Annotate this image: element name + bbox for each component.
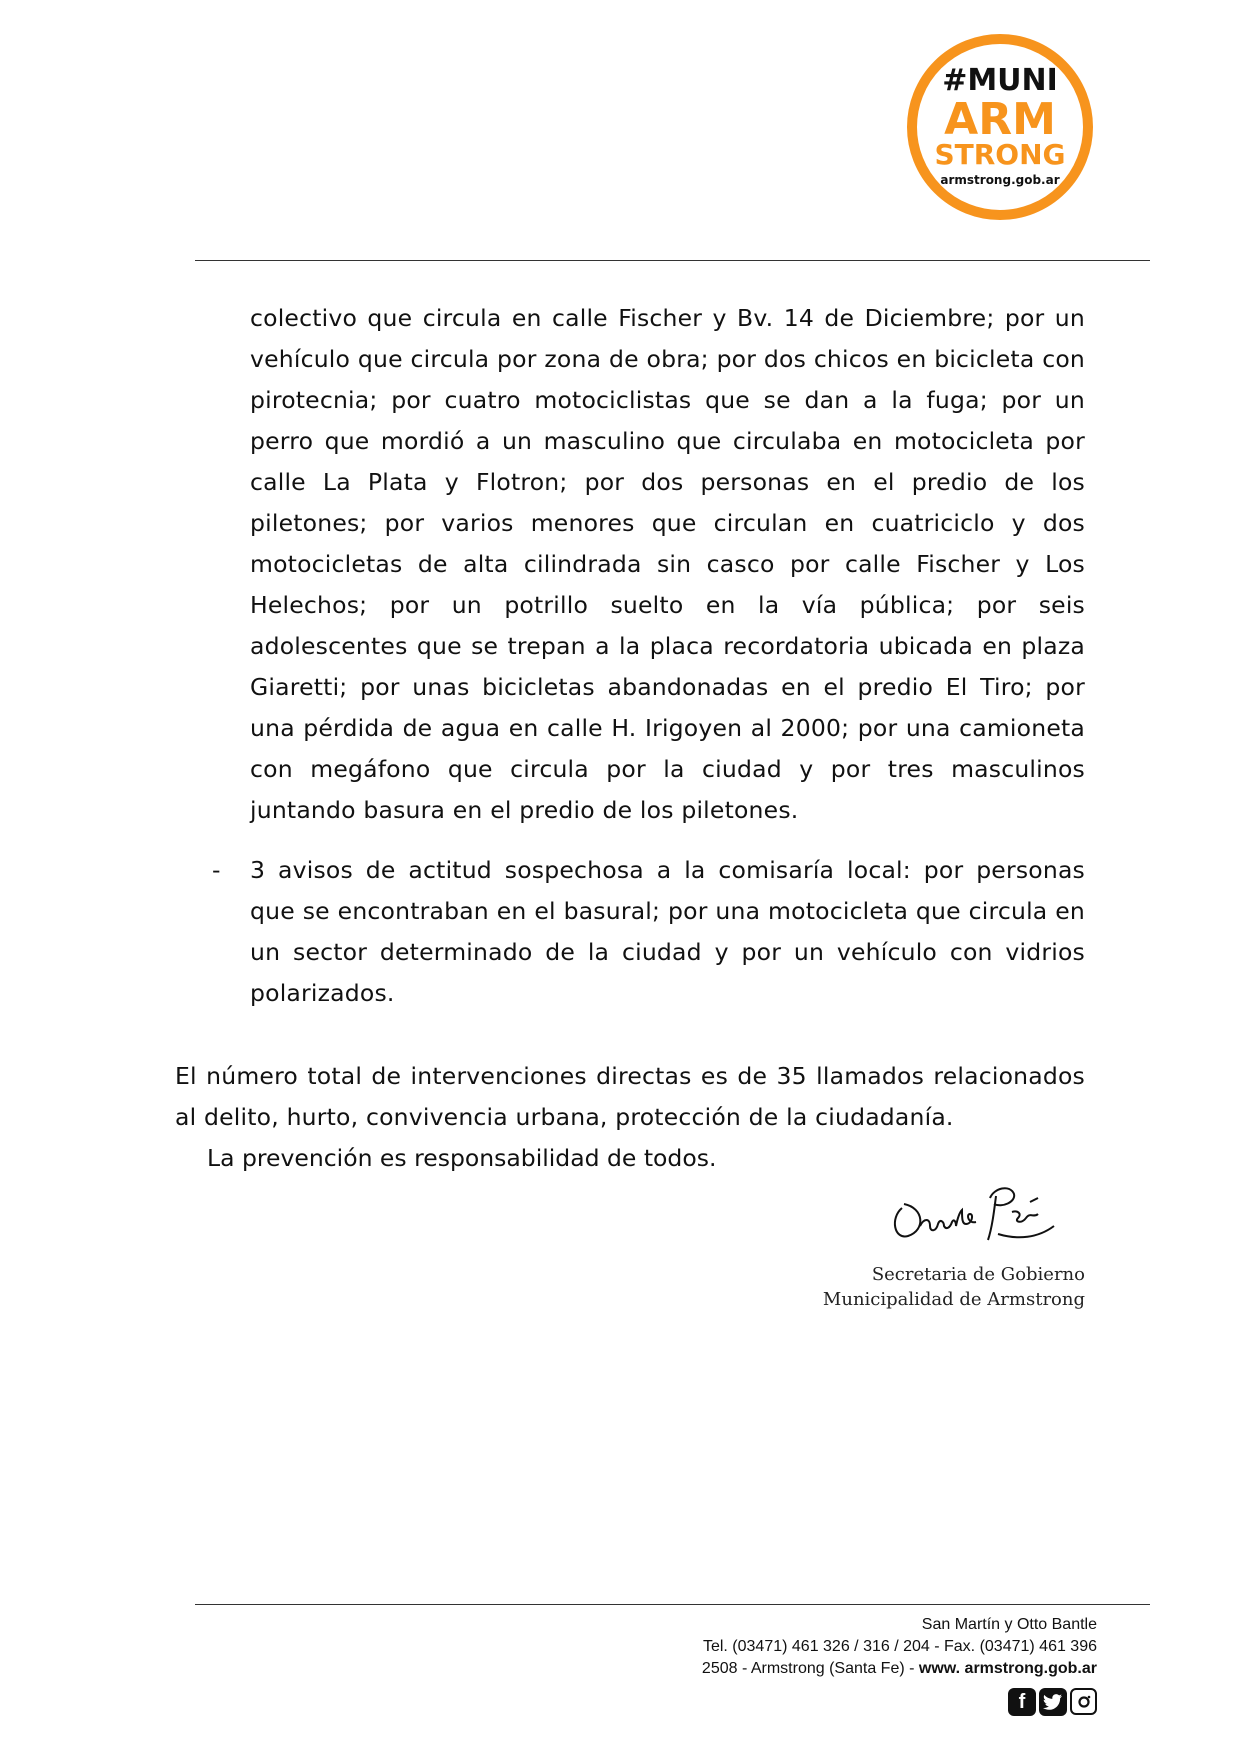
footer-phones: Tel. (03471) 461 326 / 316 / 204 - Fax. (03471) 461 396 xyxy=(702,1638,1097,1655)
logo-line1: #MUNI xyxy=(942,63,1058,98)
logo-line3: STRONG xyxy=(934,138,1066,171)
closing-line: La prevención es responsabilidad de todos. xyxy=(207,1144,717,1172)
instagram-icon[interactable] xyxy=(1070,1688,1097,1715)
footer-city-prefix: 2508 - Armstrong (Santa Fe) - xyxy=(701,1660,919,1677)
handwritten-signature xyxy=(880,1178,1070,1258)
muni-armstrong-logo xyxy=(905,32,1095,222)
logo-domain: armstrong.gob.ar xyxy=(940,173,1060,187)
signer-organization: Municipalidad de Armstrong xyxy=(822,1289,1085,1310)
header-divider xyxy=(195,260,1150,261)
bullet-marker: - xyxy=(212,856,221,884)
bullet-text: 3 avisos de actitud sospechosa a la comisaría local: por personas que se encontraban en el basural; por una motocicleta que circula en un sector determinado de la ciudad y por un vehículo con vidrios polarizados. xyxy=(250,856,1085,1007)
footer-city xyxy=(702,1658,1097,1680)
footer-divider xyxy=(195,1604,1150,1605)
facebook-icon[interactable]: f xyxy=(1008,1688,1036,1716)
signer-title: Secretaria de Gobierno xyxy=(871,1264,1085,1285)
twitter-icon[interactable] xyxy=(1039,1688,1067,1716)
signature-block xyxy=(823,1262,1085,1312)
footer-address: San Martín y Otto Bantle xyxy=(921,1616,1097,1633)
paragraph-continued: colectivo que circula en calle Fischer y Bv. 14 de Diciembre; por un vehículo que circula por zona de obra; por dos chicos en bicicleta con pirotecnia; por cuatro motociclistas que se dan a la fuga; por un perro que mordió a un masculino que circulaba en motocicleta por calle La Plata y Flotron; por dos personas en el predio de los piletones; por varios menores que circulan en cuatriciclo y dos motocicletas de alta cilindrada sin casco por calle Fischer y Los Helechos; por un potrillo suelto en la vía pública; por seis adolescentes que se trepan a la placa recordatoria ubicada en plaza Giaretti; por unas bicicletas abandonadas en el predio El Tiro; por una pérdida de agua en calle H. Irigoyen al 2000; por una camioneta con megáfono que circula por la ciudad y por tres masculinos juntando basura en el predio de los piletones. xyxy=(250,304,1085,824)
logo-line2: ARM xyxy=(944,94,1056,145)
footer-contact xyxy=(702,1614,1097,1680)
summary-paragraph: El número total de intervenciones directas es de 35 llamados relacionados al delito, hurto, convivencia urbana, protección de la ciudadanía. xyxy=(175,1062,1085,1131)
social-icons xyxy=(1008,1688,1097,1716)
footer-website[interactable]: www. armstrong.gob.ar xyxy=(918,1660,1097,1677)
